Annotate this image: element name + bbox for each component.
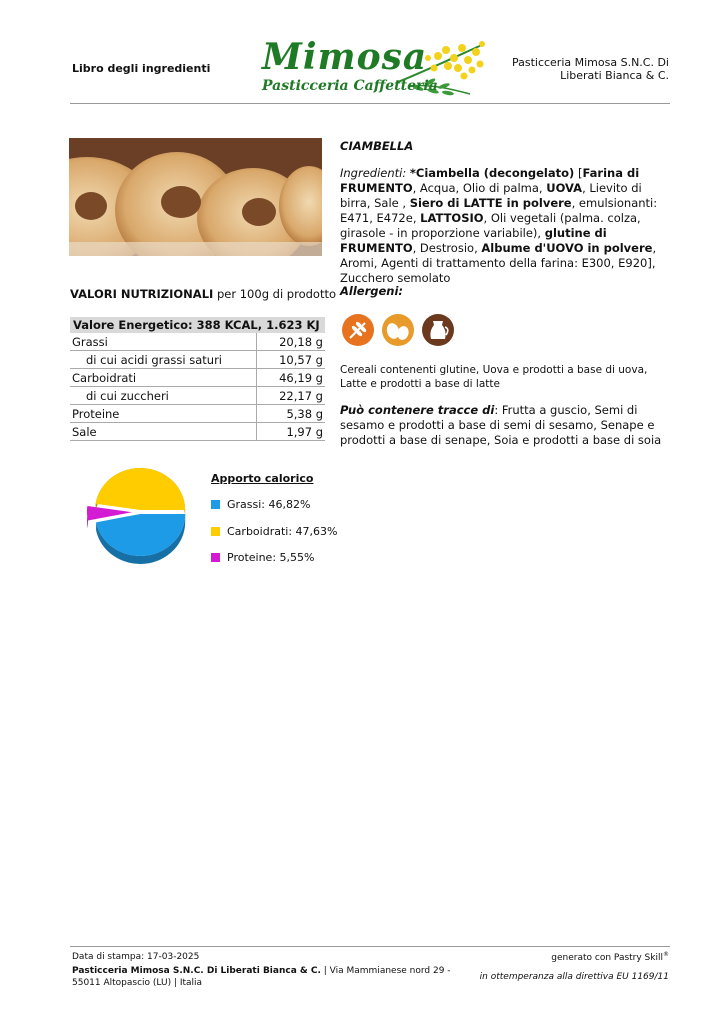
allergens-title: Allergeni: <box>340 284 404 298</box>
ingredient-text: , Aromi, Agenti di trattamento della farina: E300, E920], Zucchero semolato <box>340 241 657 285</box>
legend-swatch <box>211 553 220 562</box>
allergens-title-text: Allergeni <box>340 284 399 298</box>
legend-label: Carboidrati: 47,63% <box>227 525 338 538</box>
legend-item-carboidrati <box>211 525 337 538</box>
eggs-icon <box>382 314 414 346</box>
logo-name: Mimosa <box>262 36 428 78</box>
nutrition-table <box>70 317 325 441</box>
nutrient-value: 20,18 g <box>257 333 326 351</box>
print-date: Data di stampa: 17-03-2025 <box>72 952 200 962</box>
ingredients-label: Ingredienti: <box>340 166 407 180</box>
nutrition-title-rest: per 100g di prodotto <box>213 287 336 301</box>
traces-list: : Frutta a guscio, Semi di sesamo e prodotti a base di semi di sesamo, Senape e prodotti a base di senape, Soia e prodotti a base di soia <box>340 403 662 447</box>
nutrient-value: 10,57 g <box>257 351 326 369</box>
nutrient-label: Sale <box>70 423 257 441</box>
energy-value: Valore Energetico: 388 KCAL, 1.623 KJ <box>70 317 325 333</box>
milk-jug-icon <box>422 314 454 346</box>
nutrition-row <box>70 369 325 387</box>
ingredient-bold: Farina di FRUMENTO <box>340 166 640 195</box>
generated-by-text: generato con Pastry Skill <box>551 953 663 963</box>
legend-swatch <box>211 527 220 536</box>
ingredient-bold: glutine di FRUMENTO <box>340 226 607 255</box>
document-title: Libro degli ingredienti <box>72 62 211 75</box>
footer-address: | Via Mammianese nord 29 - 55011 Altopascio (LU) | Italia <box>72 966 451 988</box>
nutrition-row <box>70 333 325 351</box>
company-header: Pasticceria Mimosa S.N.C. Di Liberati Bianca & C. <box>511 56 669 82</box>
nutrition-row <box>70 387 325 405</box>
nutrient-value: 1,97 g <box>257 423 326 441</box>
legend-swatch <box>211 500 220 509</box>
nutrient-label: Carboidrati <box>70 369 257 387</box>
nutrient-label: di cui zuccheri <box>70 387 257 405</box>
ingredient-text: , Destrosio, <box>412 241 482 255</box>
logo-subtitle: Pasticceria Caffetteria <box>262 78 438 94</box>
legend-label: Grassi: 46,82% <box>227 498 311 511</box>
ingredient-bold: Albume d'UOVO in polvere <box>481 241 653 255</box>
footer-company: Pasticceria Mimosa S.N.C. Di Liberati Bianca & C. <box>72 966 321 976</box>
nutrition-title <box>70 287 336 301</box>
ingredient-text: , Acqua, Olio di palma, <box>412 181 547 195</box>
nutrient-value: 46,19 g <box>257 369 326 387</box>
nutrient-value: 5,38 g <box>257 405 326 423</box>
ingredient-bold: LATTOSIO <box>420 211 484 225</box>
product-photo <box>69 138 322 256</box>
regulation-note: in ottemperanza alla direttiva EU 1169/11 <box>479 972 669 982</box>
ingredient-bold: UOVA <box>546 181 583 195</box>
company-address <box>72 965 472 989</box>
product-name: CIAMBELLA <box>340 139 414 153</box>
pie-slice-carboidrati <box>96 468 186 510</box>
calorie-pie-chart <box>86 460 190 578</box>
nutrition-row <box>70 423 325 441</box>
nutrition-title-bold: VALORI NUTRIZIONALI <box>70 287 214 301</box>
nutrient-value: 22,17 g <box>257 387 326 405</box>
ingredient-bold: *Ciambella (decongelato) <box>409 166 575 180</box>
generated-by <box>551 951 669 963</box>
allergen-icons <box>341 313 461 347</box>
registered-mark: ® <box>663 951 669 958</box>
ingredient-text: , emulsionanti: E471, E472e, <box>340 196 658 225</box>
nutrient-label: Proteine <box>70 405 257 423</box>
ingredient-text: , Lievito di birra, Sale , <box>340 181 642 210</box>
nutrition-row <box>70 351 325 369</box>
ingredient-bold: Siero di LATTE in polvere <box>409 196 572 210</box>
allergens-text: Cereali contenenti glutine, Uova e prodotti a base di uova, Latte e prodotti a base di latte <box>340 364 648 390</box>
ingredient-text: , Oli vegetali (palma. colza, girasole - in proporzione variabile), <box>340 211 641 240</box>
header-divider <box>70 103 670 104</box>
footer-divider <box>70 946 670 947</box>
traces-text <box>340 403 675 448</box>
traces-label: Può contenere tracce di <box>340 403 495 417</box>
ingredients-text <box>340 166 675 286</box>
legend-item-grassi <box>211 498 310 511</box>
legend-label: Proteine: 5,55% <box>227 551 315 564</box>
nutrient-label: Grassi <box>70 333 257 351</box>
legend-item-proteine <box>211 551 314 564</box>
nutrient-label: di cui acidi grassi saturi <box>70 351 257 369</box>
chart-title: Apporto calorico <box>211 472 314 485</box>
wheat-icon <box>342 314 374 346</box>
ingredient-text: [ <box>574 166 583 180</box>
nutrition-row <box>70 405 325 423</box>
